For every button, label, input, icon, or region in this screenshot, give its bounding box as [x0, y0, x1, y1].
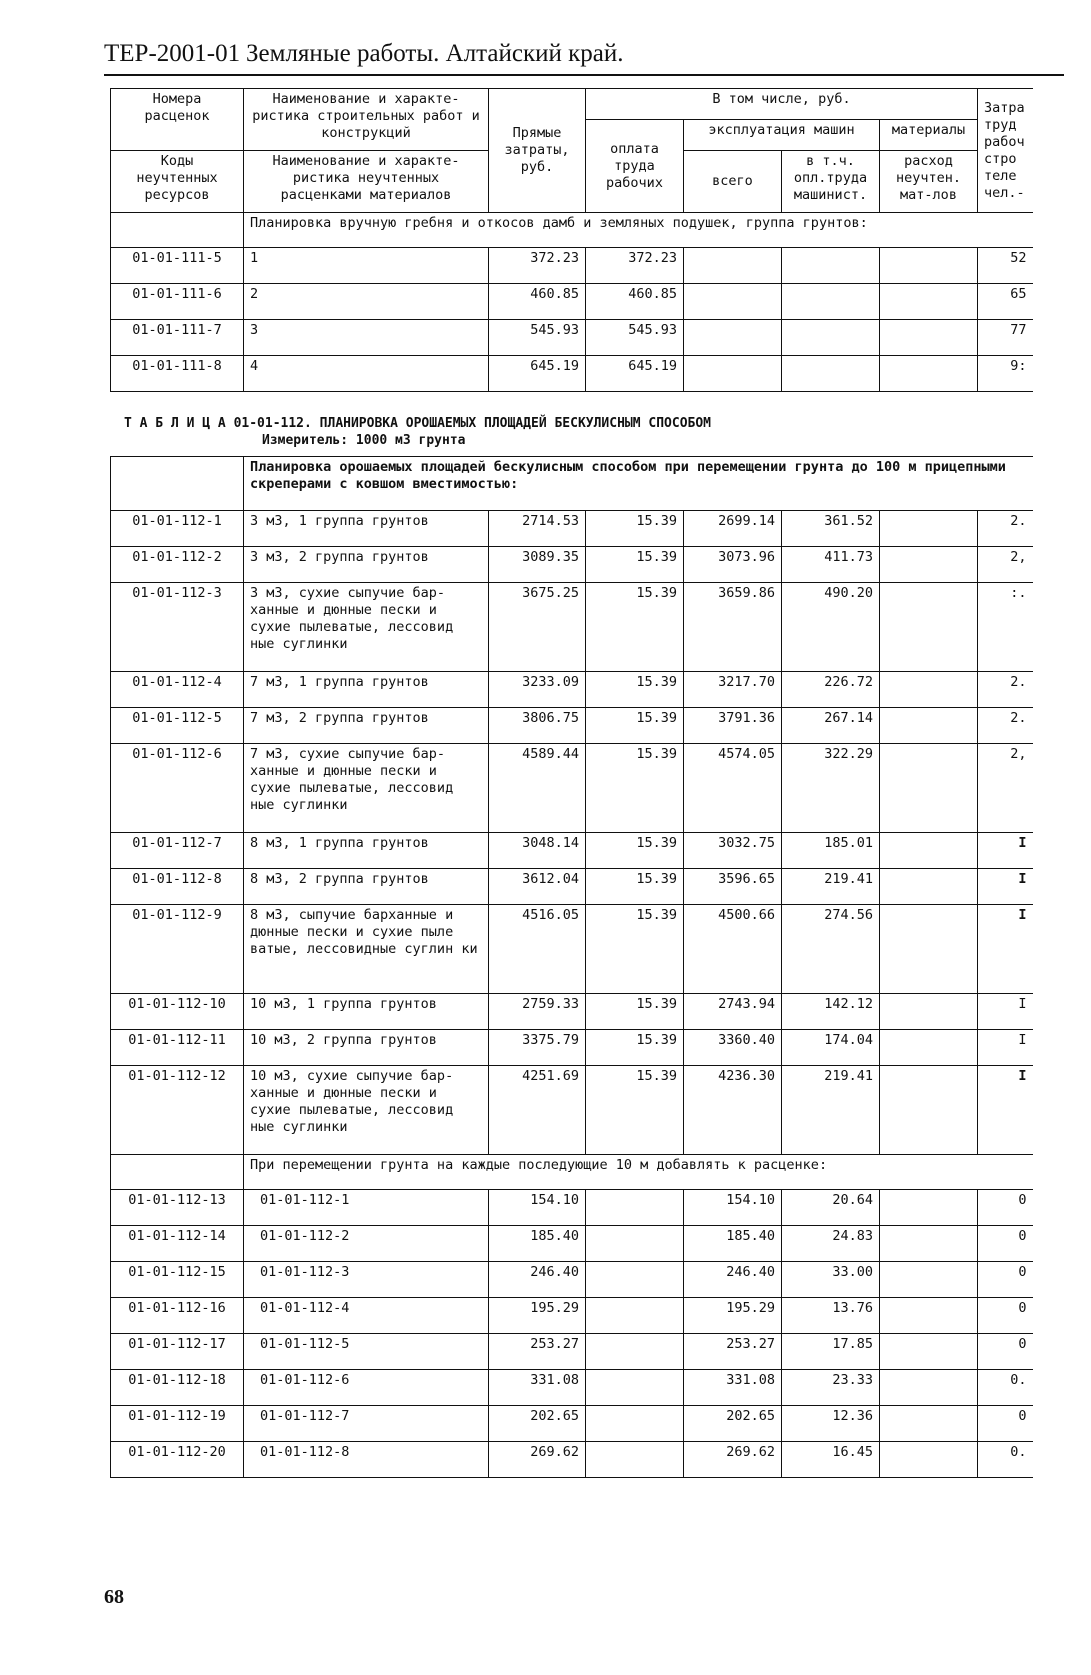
row-labor: I: [978, 905, 1033, 994]
head-codes: Номера расценок: [111, 89, 244, 151]
table-row: [111, 1334, 1033, 1370]
table-row: [111, 905, 1033, 994]
row-name: 8 м3, 1 группа грунтов: [244, 833, 489, 869]
row-wages: 15.39: [586, 744, 684, 833]
row-machinists: 322.29: [782, 744, 880, 833]
row-direct: 3233.09: [489, 672, 586, 708]
row-code: 01-01-112-16: [111, 1298, 244, 1334]
row-machines: 269.62: [684, 1442, 782, 1478]
row-labor: 0: [978, 1298, 1033, 1334]
row-wages: 15.39: [586, 672, 684, 708]
row-labor: I: [978, 1030, 1033, 1066]
row-direct: 3048.14: [489, 833, 586, 869]
table-112: [110, 456, 1033, 1478]
row-name: 1: [244, 248, 489, 284]
row-machinists: 219.41: [782, 1066, 880, 1155]
row-code: 01-01-112-15: [111, 1262, 244, 1298]
table-row: [111, 744, 1033, 833]
row-code: 01-01-112-11: [111, 1030, 244, 1066]
row-machines: 3596.65: [684, 869, 782, 905]
row-machines: 331.08: [684, 1370, 782, 1406]
row-wages: 15.39: [586, 511, 684, 547]
head-materials-name: Наименование и характе-ристика неучтенных расценками материалов: [244, 151, 489, 213]
row-code: 01-01-112-10: [111, 994, 244, 1030]
table-row: [111, 284, 1033, 320]
row-code: 01-01-111-7: [111, 320, 244, 356]
row-machines: 3360.40: [684, 1030, 782, 1066]
row-labor: 0: [978, 1226, 1033, 1262]
row-direct: 195.29: [489, 1298, 586, 1334]
table-row: [111, 1066, 1033, 1155]
row-wages: 545.93: [586, 320, 684, 356]
row-name: 10 м3, 1 группа грунтов: [244, 994, 489, 1030]
row-wages: 15.39: [586, 1030, 684, 1066]
row-labor: :.: [978, 583, 1033, 672]
table-row: [111, 511, 1033, 547]
row-name: 2: [244, 284, 489, 320]
row-code: 01-01-112-4: [111, 672, 244, 708]
row-direct: 3675.25: [489, 583, 586, 672]
row-labor: I: [978, 833, 1033, 869]
row-name: 10 м3, 2 группа грунтов: [244, 1030, 489, 1066]
table-112-caption: [124, 415, 711, 449]
row-wages: 15.39: [586, 905, 684, 994]
row-ref: 01-01-112-7: [244, 1406, 489, 1442]
row-machines: 3659.86: [684, 583, 782, 672]
row-name: 7 м3, 2 группа грунтов: [244, 708, 489, 744]
row-machinists: 490.20: [782, 583, 880, 672]
row-machines: 253.27: [684, 1334, 782, 1370]
row-machinists: 274.56: [782, 905, 880, 994]
head-resource-codes: Коды неучтенных ресурсов: [111, 151, 244, 213]
row-machines: 3217.70: [684, 672, 782, 708]
head-labor: Затра труд рабоч стро теле чел.-: [978, 89, 1033, 213]
row-code: 01-01-112-2: [111, 547, 244, 583]
row-code: 01-01-112-7: [111, 833, 244, 869]
row-direct: 645.19: [489, 356, 586, 392]
row-name: 3: [244, 320, 489, 356]
row-labor: 2.: [978, 672, 1033, 708]
row-code: 01-01-112-5: [111, 708, 244, 744]
row-code: 01-01-112-12: [111, 1066, 244, 1155]
row-wages: 15.39: [586, 583, 684, 672]
row-machinists: 33.00: [782, 1262, 880, 1298]
table-row: [111, 1262, 1033, 1298]
row-code: 01-01-112-1: [111, 511, 244, 547]
row-code: 01-01-112-8: [111, 869, 244, 905]
row-direct: 253.27: [489, 1334, 586, 1370]
row-labor: I: [978, 1066, 1033, 1155]
table-row: [111, 1298, 1033, 1334]
section-112-title: Планировка орошаемых площадей бескулисным способом при перемещении грунта до 100 м прицепными скреперами с ковшом вместимостью:: [244, 457, 1033, 511]
row-machinists: 24.83: [782, 1226, 880, 1262]
row-name: 8 м3, сыпучие барханные и дюнные пески и сухие пыле ватые, лессовидные суглин ки: [244, 905, 489, 994]
table-row: [111, 1190, 1033, 1226]
row-wages: 15.39: [586, 833, 684, 869]
row-wages: 15.39: [586, 708, 684, 744]
row-ref: 01-01-112-3: [244, 1262, 489, 1298]
row-code: 01-01-111-8: [111, 356, 244, 392]
row-machinists: 174.04: [782, 1030, 880, 1066]
row-labor: 0.: [978, 1370, 1033, 1406]
row-machinists: 267.14: [782, 708, 880, 744]
row-machinists: 185.01: [782, 833, 880, 869]
row-code: 01-01-112-3: [111, 583, 244, 672]
table-row: [111, 672, 1033, 708]
table-row: [111, 833, 1033, 869]
row-name: 3 м3, сухие сыпучие бар-ханные и дюнные пески и сухие пылеватые, лессовид ные суглинки: [244, 583, 489, 672]
row-machinists: 20.64: [782, 1190, 880, 1226]
head-incl: В том числе, руб.: [586, 89, 978, 120]
row-code: 01-01-112-14: [111, 1226, 244, 1262]
table-row: [111, 708, 1033, 744]
row-machines: 3791.36: [684, 708, 782, 744]
row-ref: 01-01-112-8: [244, 1442, 489, 1478]
row-wages: 15.39: [586, 994, 684, 1030]
head-direct-costs: Прямые затраты, руб.: [489, 89, 586, 213]
row-name: 4: [244, 356, 489, 392]
row-labor: 2,: [978, 744, 1033, 833]
row-machinists: 23.33: [782, 1370, 880, 1406]
row-wages: 15.39: [586, 869, 684, 905]
row-direct: 4589.44: [489, 744, 586, 833]
row-machinists: 17.85: [782, 1334, 880, 1370]
row-machines: 2699.14: [684, 511, 782, 547]
row-direct: 331.08: [489, 1370, 586, 1406]
row-machines: 154.10: [684, 1190, 782, 1226]
caption-measure: Измеритель: 1000 м3 грунта: [262, 433, 466, 448]
row-labor: 2.: [978, 511, 1033, 547]
row-machinists: 13.76: [782, 1298, 880, 1334]
row-direct: 4251.69: [489, 1066, 586, 1155]
row-labor: I: [978, 869, 1033, 905]
table-row: [111, 1442, 1033, 1478]
row-labor: 0: [978, 1190, 1033, 1226]
row-direct: 2714.53: [489, 511, 586, 547]
row-machinists: 16.45: [782, 1442, 880, 1478]
table-row: [111, 869, 1033, 905]
row-code: 01-01-112-9: [111, 905, 244, 994]
head-machines: эксплуатация машин: [684, 120, 880, 151]
row-machines: 2743.94: [684, 994, 782, 1030]
row-labor: 2,: [978, 547, 1033, 583]
row-ref: 01-01-112-6: [244, 1370, 489, 1406]
row-machinists: 361.52: [782, 511, 880, 547]
row-code: 01-01-112-19: [111, 1406, 244, 1442]
row-direct: 372.23: [489, 248, 586, 284]
head-name: Наименование и характе-ристика строительных работ и конструкций: [244, 89, 489, 151]
page-header: [104, 38, 1064, 76]
row-ref: 01-01-112-2: [244, 1226, 489, 1262]
row-labor: 0.: [978, 1442, 1033, 1478]
row-ref: 01-01-112-4: [244, 1298, 489, 1334]
head-wages: оплата труда рабочих: [586, 120, 684, 213]
row-code: 01-01-112-18: [111, 1370, 244, 1406]
head-machines-total: всего: [684, 151, 782, 213]
table-row: [111, 1370, 1033, 1406]
row-machines: 3073.96: [684, 547, 782, 583]
row-name: 3 м3, 1 группа грунтов: [244, 511, 489, 547]
row-machines: 185.40: [684, 1226, 782, 1262]
row-direct: 3806.75: [489, 708, 586, 744]
row-labor: 0: [978, 1406, 1033, 1442]
row-machines: 246.40: [684, 1262, 782, 1298]
row-machinists: 226.72: [782, 672, 880, 708]
head-materials-sub: расход неучтен. мат-лов: [880, 151, 978, 213]
row-machinists: 142.12: [782, 994, 880, 1030]
row-machines: 195.29: [684, 1298, 782, 1334]
page-number: 68: [104, 1586, 124, 1608]
table-row: [111, 1030, 1033, 1066]
row-wages: 372.23: [586, 248, 684, 284]
row-name: 7 м3, 1 группа грунтов: [244, 672, 489, 708]
row-machines: 3032.75: [684, 833, 782, 869]
row-direct: 202.65: [489, 1406, 586, 1442]
row-ref: 01-01-112-1: [244, 1190, 489, 1226]
head-materials: материалы: [880, 120, 978, 151]
table-row: [111, 583, 1033, 672]
row-direct: 3089.35: [489, 547, 586, 583]
row-code: 01-01-112-17: [111, 1334, 244, 1370]
row-wages: 460.85: [586, 284, 684, 320]
row-name: 3 м3, 2 группа грунтов: [244, 547, 489, 583]
row-code: 01-01-111-6: [111, 284, 244, 320]
row-machines: 202.65: [684, 1406, 782, 1442]
row-direct: 246.40: [489, 1262, 586, 1298]
row-name: 8 м3, 2 группа грунтов: [244, 869, 489, 905]
row-direct: 3375.79: [489, 1030, 586, 1066]
row-direct: 269.62: [489, 1442, 586, 1478]
row-direct: 3612.04: [489, 869, 586, 905]
section-111-title: Планировка вручную гребня и откосов дамб и земляных подушек, группа грунтов:: [244, 213, 1033, 248]
row-labor: 77: [978, 320, 1033, 356]
table-row: [111, 248, 1033, 284]
row-machines: 4574.05: [684, 744, 782, 833]
row-labor: 9:: [978, 356, 1033, 392]
row-labor: I: [978, 994, 1033, 1030]
row-direct: 154.10: [489, 1190, 586, 1226]
row-machines: 4236.30: [684, 1066, 782, 1155]
row-code: 01-01-112-20: [111, 1442, 244, 1478]
row-direct: 4516.05: [489, 905, 586, 994]
caption-title: Т А Б Л И Ц А 01-01-112. ПЛАНИРОВКА ОРОШАЕМЫХ ПЛОЩАДЕЙ БЕСКУЛИСНЫМ СПОСОБОМ: [124, 416, 711, 431]
row-wages: 15.39: [586, 1066, 684, 1155]
row-labor: 0: [978, 1334, 1033, 1370]
row-name: 10 м3, сухие сыпучие бар-ханные и дюнные пески и сухие пылеватые, лессовид ные суглинки: [244, 1066, 489, 1155]
head-machines-incl: в т.ч. опл.труда машинист.: [782, 151, 880, 213]
add-section-title: При перемещении грунта на каждые последующие 10 м добавлять к расценке:: [244, 1155, 1033, 1190]
row-direct: 545.93: [489, 320, 586, 356]
row-code: 01-01-112-13: [111, 1190, 244, 1226]
table-row: [111, 1226, 1033, 1262]
row-code: 01-01-112-6: [111, 744, 244, 833]
row-ref: 01-01-112-5: [244, 1334, 489, 1370]
table-row: [111, 356, 1033, 392]
row-machines: 4500.66: [684, 905, 782, 994]
table-row: [111, 994, 1033, 1030]
table-row: [111, 320, 1033, 356]
row-labor: 2.: [978, 708, 1033, 744]
row-labor: 65: [978, 284, 1033, 320]
row-machinists: 219.41: [782, 869, 880, 905]
row-wages: 645.19: [586, 356, 684, 392]
row-name: 7 м3, сухие сыпучие бар-ханные и дюнные пески и сухие пылеватые, лессовид ные суглинки: [244, 744, 489, 833]
row-code: 01-01-111-5: [111, 248, 244, 284]
row-labor: 52: [978, 248, 1033, 284]
header-code: ТЕР-2001-01: [104, 40, 241, 67]
table-row: [111, 547, 1033, 583]
row-machinists: 411.73: [782, 547, 880, 583]
table-row: [111, 1406, 1033, 1442]
row-wages: 15.39: [586, 547, 684, 583]
row-direct: 2759.33: [489, 994, 586, 1030]
header-title: Земляные работы. Алтайский край.: [246, 40, 624, 67]
row-direct: 460.85: [489, 284, 586, 320]
row-labor: 0: [978, 1262, 1033, 1298]
row-direct: 185.40: [489, 1226, 586, 1262]
row-machinists: 12.36: [782, 1406, 880, 1442]
table-header-and-111: [110, 88, 1033, 392]
